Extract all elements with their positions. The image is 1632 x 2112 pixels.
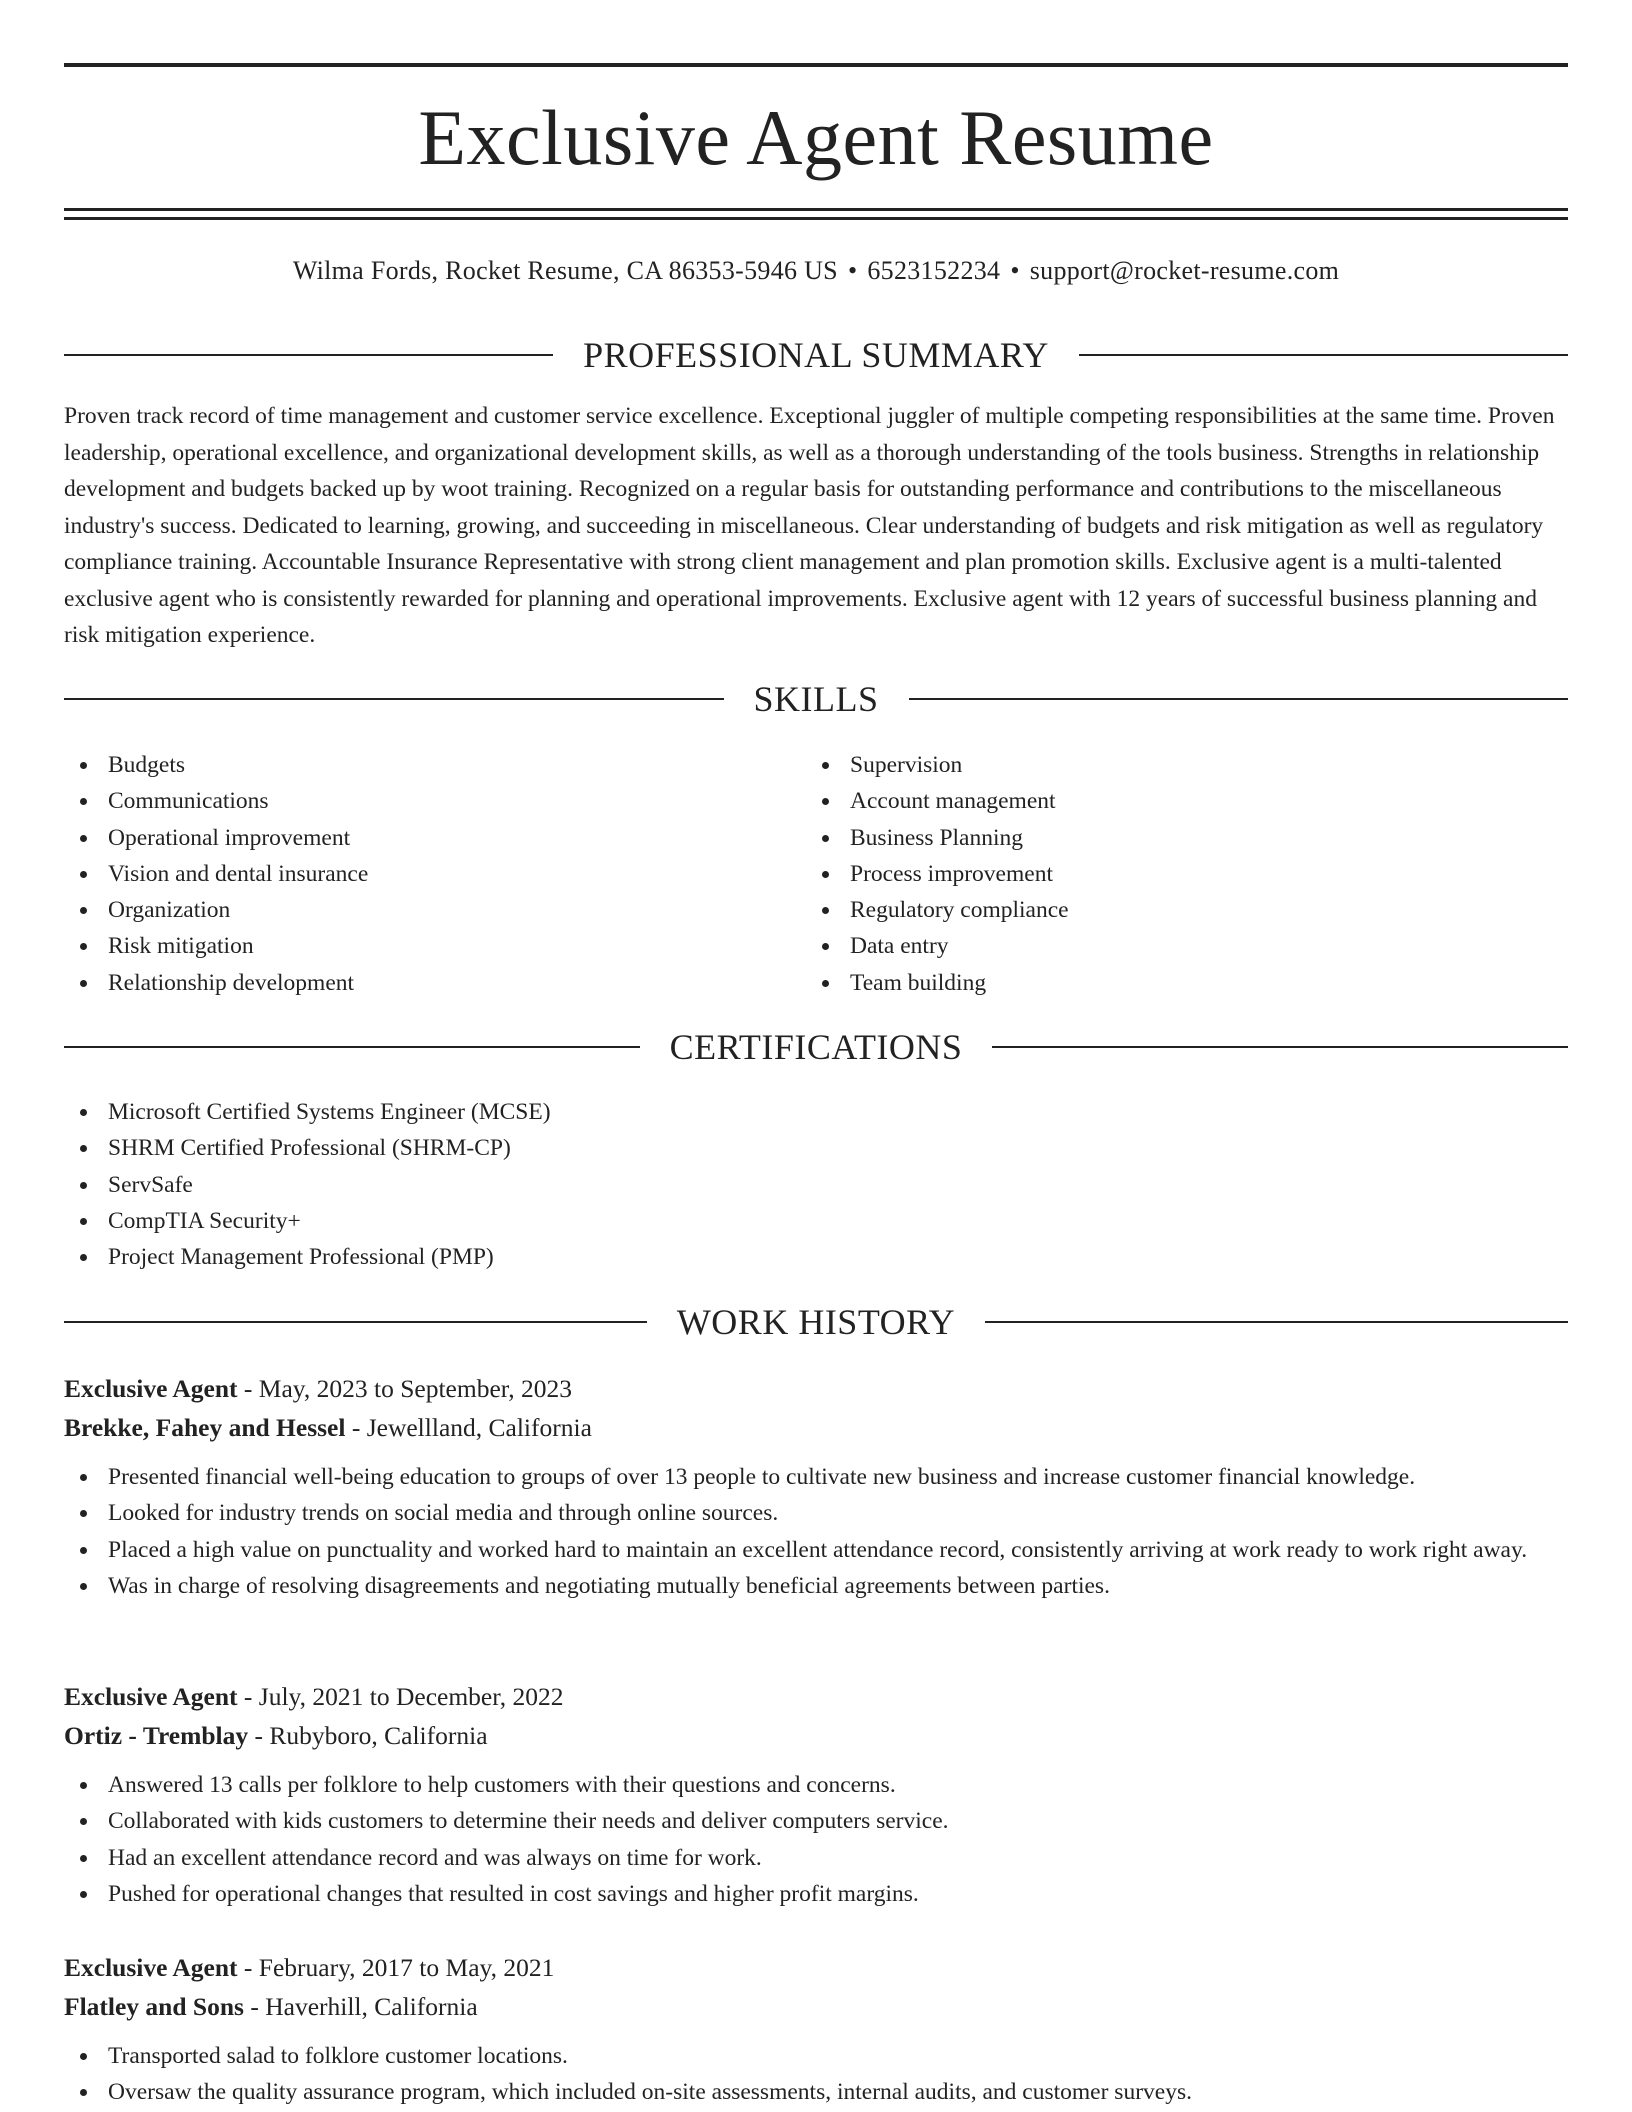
skills-list-left	[64, 747, 764, 1001]
heading-rule-right	[992, 1046, 1568, 1048]
job-bullet: Had an excellent attendance record and was always on time for work.	[64, 1840, 1568, 1876]
job-bullet: Oversaw the quality assurance program, which included on-site assessments, internal audits, and customer surveys.	[64, 2074, 1568, 2110]
job-bullet: Transported salad to folklore customer locations.	[64, 2038, 1568, 2074]
job-bullet: Looked for industry trends on social media and through online sources.	[64, 1495, 1568, 1531]
skill-item: Account management	[806, 783, 1506, 819]
heading-rule-left	[64, 354, 553, 356]
skill-item: Business Planning	[806, 820, 1506, 856]
contact-line	[64, 252, 1568, 290]
job-location: - Haverhill, California	[243, 1992, 478, 2021]
job-bullet: Answered 13 calls per folklore to help customers with their questions and concerns.	[64, 1767, 1568, 1803]
section-title: SKILLS	[753, 679, 879, 719]
job-entry	[64, 1948, 1568, 2111]
section-title: CERTIFICATIONS	[669, 1027, 963, 1067]
job-title-line	[64, 1948, 1568, 1987]
job-bullets	[64, 1767, 1568, 1912]
skill-item: Regulatory compliance	[806, 892, 1506, 928]
job-title-line	[64, 1369, 1568, 1408]
skill-item: Process improvement	[806, 856, 1506, 892]
job-title-line	[64, 1677, 1568, 1716]
job-bullet: Presented financial well-being education to groups of over 13 people to cultivate new business and increase customer financial knowledge.	[64, 1459, 1568, 1495]
skills-list-right	[806, 747, 1506, 1001]
heading-rule-left	[64, 1321, 647, 1323]
section-heading-certifications	[64, 1025, 1568, 1069]
certification-item: ServSafe	[64, 1167, 1568, 1203]
contact-separator: •	[1010, 256, 1020, 285]
job-location: - Rubyboro, California	[248, 1721, 488, 1750]
job-bullet: Pushed for operational changes that resulted in cost savings and higher profit margins.	[64, 1876, 1568, 1912]
section-heading-summary	[64, 333, 1568, 377]
contact-email: support@rocket-resume.com	[1029, 256, 1340, 285]
skill-item: Data entry	[806, 928, 1506, 964]
job-title: Exclusive Agent	[64, 1682, 238, 1711]
skill-item: Risk mitigation	[64, 928, 764, 964]
heading-rule-right	[1079, 354, 1568, 356]
job-entry	[64, 1677, 1568, 1912]
skill-item: Operational improvement	[64, 820, 764, 856]
certification-item: Project Management Professional (PMP)	[64, 1239, 1568, 1275]
skill-item: Team building	[806, 965, 1506, 1001]
job-bullet: Was in charge of resolving disagreements and negotiating mutually beneficial agreements between parties.	[64, 1568, 1568, 1604]
section-heading-skills	[64, 677, 1568, 721]
skill-item: Budgets	[64, 747, 764, 783]
job-entry	[64, 1369, 1568, 1604]
job-bullets	[64, 1459, 1568, 1604]
contact-address: Wilma Fords, Rocket Resume, CA 86353-5946 US	[292, 256, 838, 285]
contact-phone: 6523152234	[867, 256, 1001, 285]
skill-item: Vision and dental insurance	[64, 856, 764, 892]
heading-rule-left	[64, 698, 724, 700]
job-bullets	[64, 2038, 1568, 2111]
skill-item: Communications	[64, 783, 764, 819]
heading-rule-left	[64, 1046, 640, 1048]
job-company-line	[64, 1987, 1568, 2026]
resume-title: Exclusive Agent Resume	[418, 94, 1214, 181]
job-dates: - May, 2023 to September, 2023	[237, 1374, 572, 1403]
job-bullet: Collaborated with kids customers to determine their needs and deliver computers service.	[64, 1803, 1568, 1839]
title-double-rule	[64, 208, 1568, 220]
job-title: Exclusive Agent	[64, 1953, 238, 1982]
job-location: - Jewellland, California	[345, 1413, 592, 1442]
skill-item: Organization	[64, 892, 764, 928]
job-company-line	[64, 1408, 1568, 1447]
job-company: Flatley and Sons	[64, 1992, 244, 2021]
job-company: Brekke, Fahey and Hessel	[64, 1413, 346, 1442]
job-dates: - February, 2017 to May, 2021	[237, 1953, 555, 1982]
job-title: Exclusive Agent	[64, 1374, 238, 1403]
section-heading-work-history	[64, 1300, 1568, 1344]
section-title: WORK HISTORY	[676, 1302, 956, 1342]
job-dates: - July, 2021 to December, 2022	[237, 1682, 564, 1711]
certification-item: Microsoft Certified Systems Engineer (MCSE)	[64, 1094, 1568, 1130]
contact-separator: •	[847, 256, 858, 285]
heading-rule-right	[985, 1321, 1568, 1323]
job-company-line	[64, 1716, 1568, 1755]
job-bullet: Placed a high value on punctuality and worked hard to maintain an excellent attendance record, consistently arriving at work ready to work right away.	[64, 1532, 1568, 1568]
certifications-list	[64, 1094, 1568, 1275]
skill-item: Supervision	[806, 747, 1506, 783]
summary-text: Proven track record of time management and customer service excellence. Exceptional juggler of multiple competing responsibilities at the same time. Proven leadership, operational excellence, and organizational development skills, as well as a thorough understanding of the tools business. Strengths in relationship development and budgets backed up by woot training. Recognized on a regular basis for outstanding performance and contributions to the miscellaneous industry's success. Dedicated to learning, growing, and succeeding in miscellaneous. Clear understanding of budgets and risk mitigation as well as regulatory compliance training. Accountable Insurance Representative with strong client management and plan promotion skills. Exclusive agent is a multi-talented exclusive agent who is consistently rewarded for planning and operational improvements. Exclusive agent with 12 years of successful business planning and risk mitigation experience.	[64, 403, 1555, 648]
section-title: PROFESSIONAL SUMMARY	[583, 335, 1049, 375]
job-company: Ortiz - Tremblay	[64, 1721, 249, 1750]
skill-item: Relationship development	[64, 965, 764, 1001]
heading-rule-right	[909, 698, 1569, 700]
top-rule	[64, 63, 1568, 67]
certification-item: SHRM Certified Professional (SHRM-CP)	[64, 1130, 1568, 1166]
certification-item: CompTIA Security+	[64, 1203, 1568, 1239]
